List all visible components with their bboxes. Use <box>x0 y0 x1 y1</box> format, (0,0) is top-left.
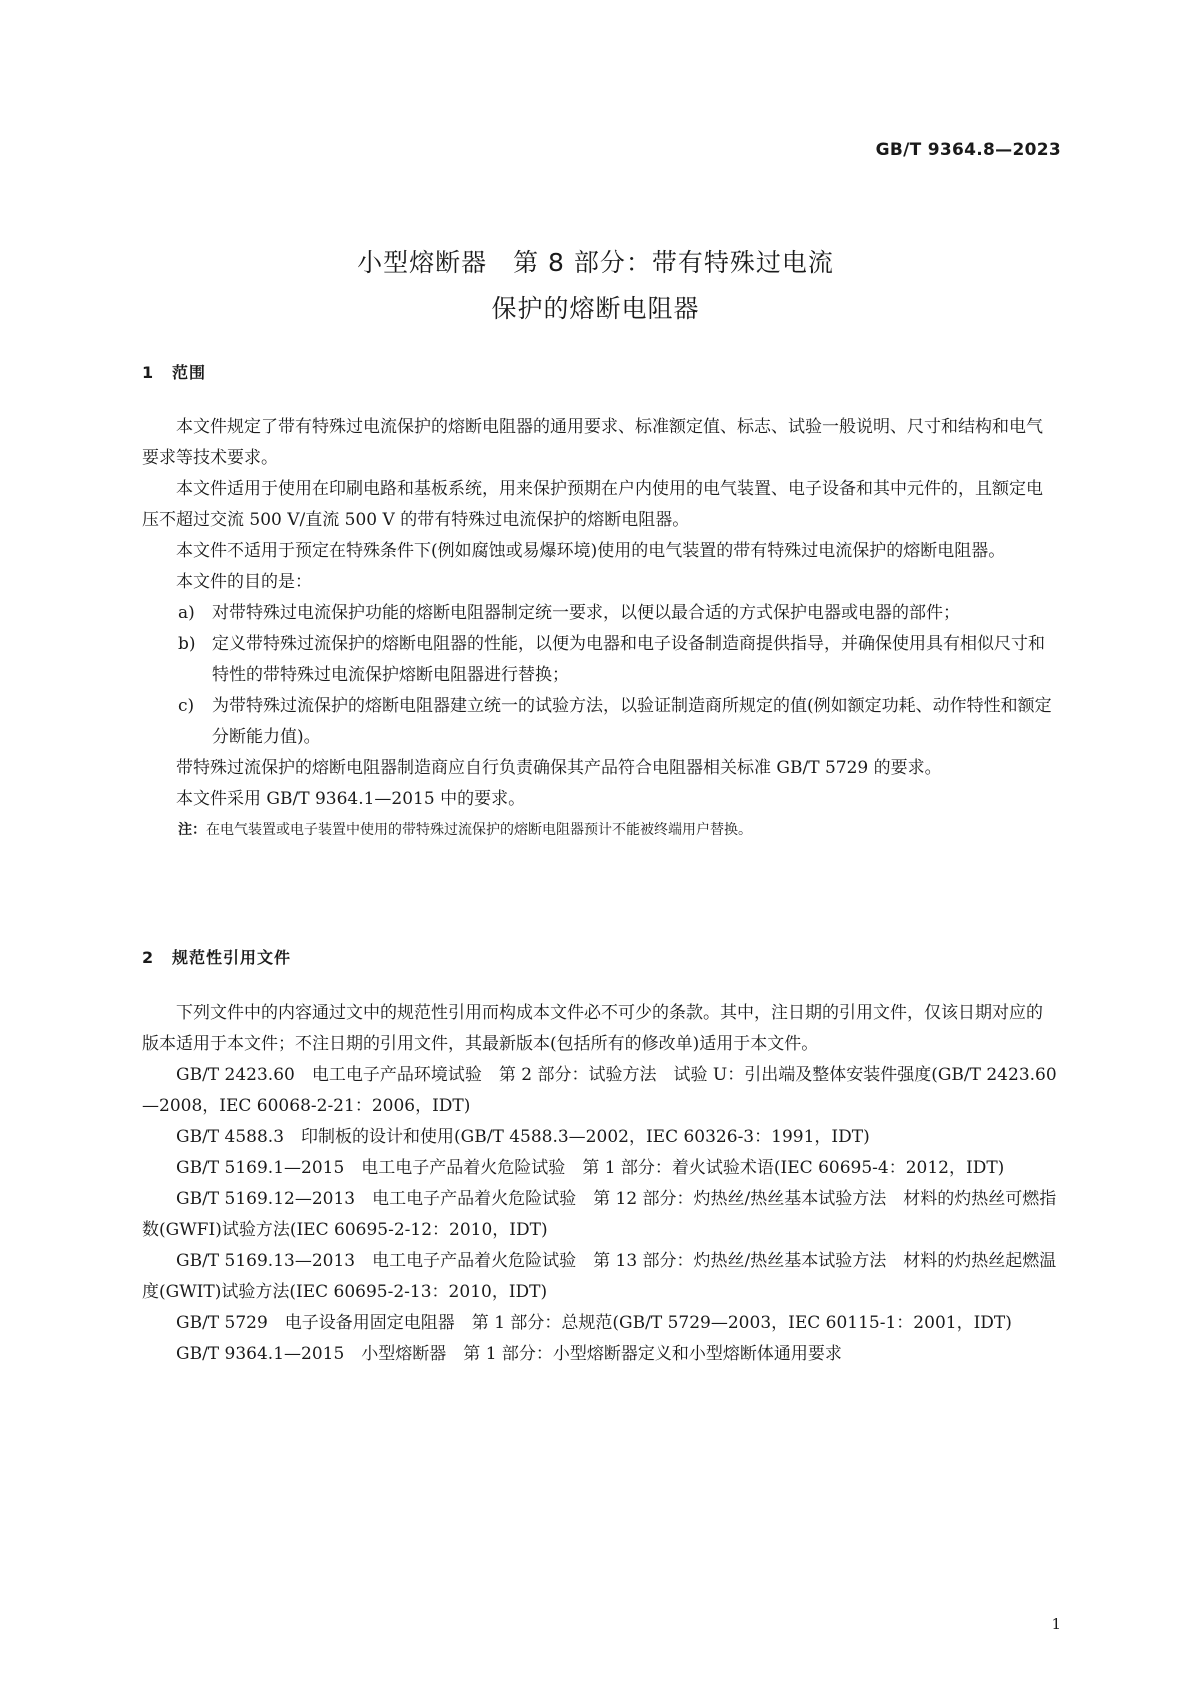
list-text: 对带特殊过电流保护功能的熔断电阻器制定统一要求，以便以最合适的方式保护电器或电器的部件； <box>212 603 960 623</box>
list-item <box>142 691 1058 753</box>
list-marker: b) <box>178 634 196 654</box>
reference-entry: GB/T 4588.3 印制板的设计和使用(GB/T 4588.3—2002，IEC 60326-3：1991，IDT) <box>176 1127 870 1147</box>
section-2-heading <box>142 945 291 968</box>
section-number: 1 <box>142 363 155 382</box>
reference-entry: GB/T 5729 电子设备用固定电阻器 第 1 部分：总规范(GB/T 5729—2003，IEC 60115-1：2001，IDT) <box>176 1313 1012 1333</box>
section-title: 规范性引用文件 <box>172 948 292 967</box>
section-title: 范围 <box>172 363 207 382</box>
list-item <box>142 598 1058 629</box>
note-label: 注： <box>178 822 206 838</box>
reference-entry: GB/T 9364.1—2015 小型熔断器 第 1 部分：小型熔断器定义和小型熔断体通用要求 <box>176 1344 842 1364</box>
reference-entry: GB/T 5169.13—2013 电工电子产品着火危险试验 第 13 部分：灼热丝/热丝基本试验方法 材料的灼热丝起燃温度(GWIT)试验方法(IEC 60695-2-13：2010，IDT) <box>142 1251 1057 1302</box>
standard-number: GB/T 9364.8—2023 <box>875 140 1061 160</box>
page-number: 1 <box>1051 1615 1061 1633</box>
list-marker: a) <box>178 603 195 623</box>
list-text: 定义带特殊过流保护的熔断电阻器的性能，以便为电器和电子设备制造商提供指导，并确保使用具有相似尺寸和特性的带特殊过电流保护熔断电阻器进行替换； <box>212 634 1045 685</box>
section-1-body <box>142 412 1058 846</box>
paragraph: 本文件适用于使用在印刷电路和基板系统，用来保护预期在户内使用的电气装置、电子设备和其中元件的，且额定电压不超过交流 500 V/直流 500 V 的带有特殊过电流保护的熔断电阻器。 <box>142 479 1043 530</box>
paragraph: 本文件的目的是： <box>176 572 312 592</box>
reference-entry: GB/T 5169.1—2015 电工电子产品着火危险试验 第 1 部分：着火试验术语(IEC 60695-4：2012，IDT) <box>176 1158 1005 1178</box>
section-number: 2 <box>142 948 155 967</box>
section-2-body <box>142 998 1058 1370</box>
document-title-line-1: 小型熔断器 第 8 部分：带有特殊过电流 <box>357 248 834 277</box>
note-text: 在电气装置或电子装置中使用的带特殊过流保护的熔断电阻器预计不能被终端用户替换。 <box>206 822 752 838</box>
note <box>142 815 1058 846</box>
paragraph: 带特殊过流保护的熔断电阻器制造商应自行负责确保其产品符合电阻器相关标准 GB/T 5729 的要求。 <box>176 758 942 778</box>
paragraph: 本文件采用 GB/T 9364.1—2015 中的要求。 <box>176 789 526 809</box>
paragraph: 本文件不适用于预定在特殊条件下(例如腐蚀或易爆环境)使用的电气装置的带有特殊过电流保护的熔断电阻器。 <box>176 541 1006 561</box>
list-text: 为带特殊过流保护的熔断电阻器建立统一的试验方法，以验证制造商所规定的值(例如额定功耗、动作特性和额定分断能力值)。 <box>212 696 1052 747</box>
document-title-line-2: 保护的熔断电阻器 <box>491 294 700 323</box>
list-marker: c) <box>178 696 195 716</box>
reference-entry: GB/T 2423.60 电工电子产品环境试验 第 2 部分：试验方法 试验 U：引出端及整体安装件强度(GB/T 2423.60—2008，IEC 60068-2-21：2006，IDT) <box>142 1065 1057 1116</box>
paragraph: 本文件规定了带有特殊过电流保护的熔断电阻器的通用要求、标准额定值、标志、试验一般说明、尺寸和结构和电气要求等技术要求。 <box>142 417 1043 468</box>
list-item <box>142 629 1058 691</box>
reference-entry: GB/T 5169.12—2013 电工电子产品着火危险试验 第 12 部分：灼热丝/热丝基本试验方法 材料的灼热丝可燃指数(GWFI)试验方法(IEC 60695-2-12：2010，IDT) <box>142 1189 1057 1240</box>
section-1-heading <box>142 360 206 383</box>
paragraph: 下列文件中的内容通过文中的规范性引用而构成本文件必不可少的条款。其中，注日期的引用文件，仅该日期对应的版本适用于本文件；不注日期的引用文件，其最新版本(包括所有的修改单)适用于本文件。 <box>142 1003 1043 1054</box>
